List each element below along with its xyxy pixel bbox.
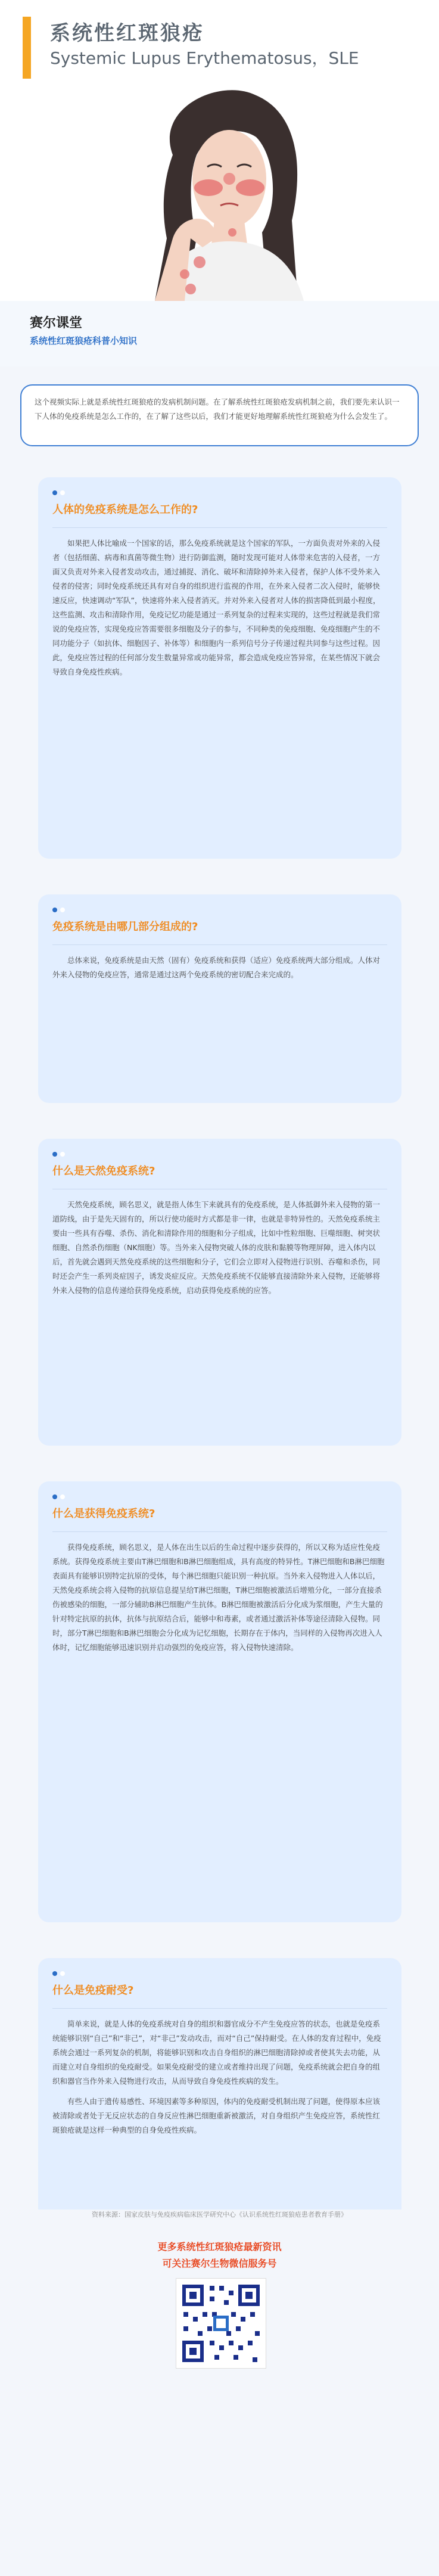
brand-subtitle: 系统性红斑狼疮科普小知识 (30, 335, 138, 346)
hero-title-en: Systemic Lupus Erythematosus，SLE (50, 48, 359, 68)
divider (52, 944, 387, 945)
brand-name: 赛尔课堂 (30, 316, 83, 331)
section-title: 什么是获得免疫系统? (52, 1508, 155, 1520)
intro-text: 这个视频实际上就是系统性红斑狼疮的发病机制问题。在了解系统性红斑狼疮发病机制之前，我们要先来认识一下人体的免疫系统是怎么工作的，在了解了这些以后，我们才能更好地理解系统性红斑狼疮为什么会发生了。 (35, 397, 400, 421)
qr-code-icon[interactable] (176, 2278, 266, 2369)
dots-icon (52, 490, 387, 495)
section-card (38, 1139, 401, 1446)
section-paragraph: 总体来说，免疫系统是由天然（固有）免疫系统和获得（适应）免疫系统两大部分组成。人体对外来入侵物的免疫应答，通常是通过这两个免疫系统的密切配合来完成的。 (52, 956, 381, 979)
section-card (38, 477, 401, 859)
footer (0, 2210, 439, 2576)
hero-title-cn: 系统性红斑狼疮 (50, 21, 204, 45)
divider (52, 527, 387, 528)
section-paragraph: 有些人由于遗传易感性、环境因素等多种原因，体内的免疫耐受机制出现了问题，使得原本应该被清除或者处于无反应状态的自身反应性淋巴细胞重新被激活，对自身组织产生免疫应答，系统性红斑狼疮就是这样一种典型的自身免疫性疾病。 (52, 2097, 381, 2134)
brand-header (0, 301, 439, 366)
dots-icon (52, 1971, 387, 1976)
dots-icon (52, 908, 387, 912)
dots-icon (52, 1152, 387, 1157)
section-title: 什么是免疫耐受? (52, 1984, 134, 1997)
source-note: 资料来源：国家皮肤与免疫疾病临床医学研究中心《认识系统性红斑狼疮患者教育手册》 (92, 2211, 347, 2218)
divider (52, 2008, 387, 2009)
section-title: 人体的免疫系统是怎么工作的? (52, 504, 198, 516)
section-paragraph: 获得免疫系统，顾名思义，是人体在出生以后的生命过程中逐步获得的，所以又称为适应性免疫系统。获得免疫系统主要由T淋巴细胞和B淋巴细胞组成，具有高度的特异性。T淋巴细胞和B淋巴细胞表面具有能够识别特定抗原的受体，每个淋巴细胞只能识别一种抗原。当外来入侵物进入人体以后，天然免疫系统会将入侵物的抗原信息提呈给T淋巴细胞，T淋巴细胞被激活后增殖分化，一部分直接杀伤被感染的细胞，一部分辅助B淋巴细胞产生抗体。B淋巴细胞被激活后分化成为浆细胞，产生大量的针对特定抗原的抗体，抗体与抗原结合后，能够中和毒素，或者通过激活补体等途径清除入侵物。同时，部分T淋巴细胞和B淋巴细胞会分化成为记忆细胞，长期存在于体内，当同样的入侵物再次进入人体时，记忆细胞能够迅速识别并启动强烈的免疫应答，将入侵物快速清除。 (52, 1543, 385, 1652)
follow-prompt-line1: 更多系统性红斑狼疮最新资讯 (157, 2241, 282, 2252)
section-paragraph: 简单来说，就是人体的免疫系统对自身的组织和器官成分不产生免疫应答的状态，也就是免疫系统能够识别“自己”和“非己”，对“非己”发动攻击，而对“自己”保持耐受。在人体的发育过程中，免疫系统会通过一系列复杂的机制，将能够识别和攻击自身组织的淋巴细胞清除掉或者使其失去功能，从而建立对自身组织的免疫耐受。如果免疫耐受的建立或者维持出现了问题，免疫系统就会把自身的组织和器官当作外来入侵物进行攻击，从而导致自身免疫性疾病的发生。 (52, 2019, 381, 2086)
title-accent-bar (23, 17, 31, 79)
section-card (38, 894, 401, 1103)
hero-banner (0, 0, 439, 301)
section-paragraph: 天然免疫系统，顾名思义，就是指人体生下来就具有的免疫系统，是人体抵御外来入侵物的第一道防线，由于是先天固有的，所以行使功能时方式都是非一律，也就是非特异性的。天然免疫系统主要由一些具有吞噬、杀伤、消化和清除作用的细胞和分子组成，比如中性粒细胞、巨噬细胞、树突状细胞、自然杀伤细胞（NK细胞）等。当外来入侵物突破人体的皮肤和黏膜等物理屏障，进入体内以后，首先就会遇到天然免疫系统的这些细胞和分子，它们会立即对入侵物进行识别、吞噬和杀伤，同时还会产生一系列炎症因子，诱发炎症反应。天然免疫系统不仅能够直接清除外来入侵物，还能够将外来入侵物的信息传递给获得免疫系统，启动获得免疫系统的应答。 (52, 1200, 381, 1295)
follow-prompt-line2: 可关注赛尔生物微信服务号 (162, 2258, 277, 2269)
section-title: 什么是天然免疫系统? (52, 1165, 155, 1177)
dots-icon (52, 1494, 387, 1499)
divider (52, 1531, 387, 1532)
woman-illustration (131, 83, 322, 301)
section-paragraph: 如果把人体比喻成一个国家的话，那么免疫系统就是这个国家的军队，一方面负责对外来的入侵者（包括细菌、病毒和真菌等微生物）进行防御监测，随时发现可能对人体带来危害的入侵者，一方面又负责对外来入侵者发动攻击，通过捕捉、消化、破坏和清除掉外来入侵者，保护人体不受外来入侵者的侵害；同时免疫系统还具有对自身的组织进行监视的作用，在外来入侵者二次入侵时，能够快速反应，快速调动“军队”，快速将外来入侵者消灭。并对外来入侵者对人体的损害降低到最小程度，这些监测、攻击和清除作用，免疫记忆功能是通过一系列复杂的过程来实现的，这些过程就是我们常说的免疫应答，实现免疫应答需要很多细胞及分子的参与，不同种类的免疫细胞、免疫细胞产生的不同功能分子（如抗体、细胞因子、补体等）和细胞内一系列信号分子传递过程共同参与这些过程。因此，免疫应答过程的任何部分发生数量异常或功能异常，都会造成免疫应答异常，在某些情况下就会导致自身免疫性疾病。 (52, 539, 381, 676)
intro-box (20, 384, 419, 446)
section-title: 免疫系统是由哪几部分组成的? (52, 921, 198, 933)
section-card (38, 1481, 401, 1922)
